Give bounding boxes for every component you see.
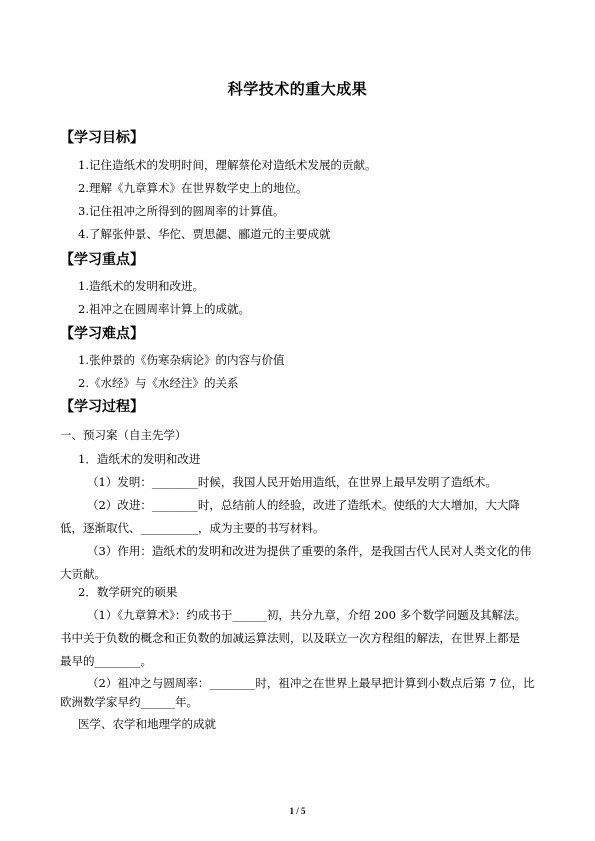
objective-item: 1.记住造纸术的发明时间，理解蔡伦对造纸术发展的贡献。 — [78, 158, 377, 172]
pi-question: （2）祖冲之与圆周率：________时，祖冲之在世界上最早把计算到小数点后第 7 位，比 — [87, 676, 535, 690]
paper-invention-question: （1）发明：________时候，我国人民开始用造纸，在世界上最早发明了造纸术。 — [87, 475, 497, 489]
key-point-item: 2.祖冲之在圆周率计算上的成就。 — [78, 302, 250, 316]
key-points-heading: 【学习重点】 — [60, 252, 144, 268]
medicine-section-title: 医学、农学和地理学的成就 — [78, 717, 216, 731]
page-title: 科学技术的重大成果 — [227, 80, 368, 98]
key-point-item: 1.造纸术的发明和改进。 — [78, 279, 204, 293]
difficulty-item: 2.《水经》与《水经注》的关系 — [78, 376, 239, 390]
process-heading: 【学习过程】 — [60, 399, 144, 415]
paper-section-title: 1．造纸术的发明和改进 — [78, 452, 201, 466]
paper-improve-question-cont: 低，逐渐取代、__________，成为主要的书写材料。 — [60, 521, 325, 535]
paper-effect-text: （3）作用：造纸术的发明和改进为提供了重要的条件，是我国古代人民对人类文化的伟 — [87, 544, 532, 558]
math-section-title: 2．数学研究的硕果 — [78, 585, 178, 599]
difficulty-item: 1.张仲景的《伤寒杂病论》的内容与价值 — [78, 353, 285, 367]
preview-title: 一、预习案（自主先学） — [60, 428, 187, 442]
page-number: 1 / 5 — [289, 806, 306, 816]
pi-question-cont: 欧洲数学家早约______年。 — [60, 695, 198, 709]
objective-item: 3.记住祖冲之所得到的圆周率的计算值。 — [78, 204, 285, 218]
jiuzhang-question-end: 最早的________。 — [60, 654, 152, 668]
difficulties-heading: 【学习难点】 — [60, 326, 144, 342]
objective-item: 2.理解《九章算术》在世界数学史上的地位。 — [78, 181, 308, 195]
paper-effect-text-cont: 大贡献。 — [60, 567, 106, 581]
jiuzhang-question-cont: 书中关于负数的概念和正负数的加减运算法则，以及联立一次方程组的解法，在世界上都是 — [60, 631, 520, 645]
objective-item: 4.了解张仲景、华佗、贾思勰、郦道元的主要成就 — [78, 227, 331, 241]
jiuzhang-question: （1）《九章算术》：约成书于______初，共分九章，介绍 200 多个数学问题及其解法。 — [87, 608, 527, 622]
paper-improve-question: （2）改进：________时，总结前人的经验，改进了造纸术。使纸的大大增加，大大降 — [87, 498, 520, 512]
objectives-heading: 【学习目标】 — [60, 130, 144, 146]
